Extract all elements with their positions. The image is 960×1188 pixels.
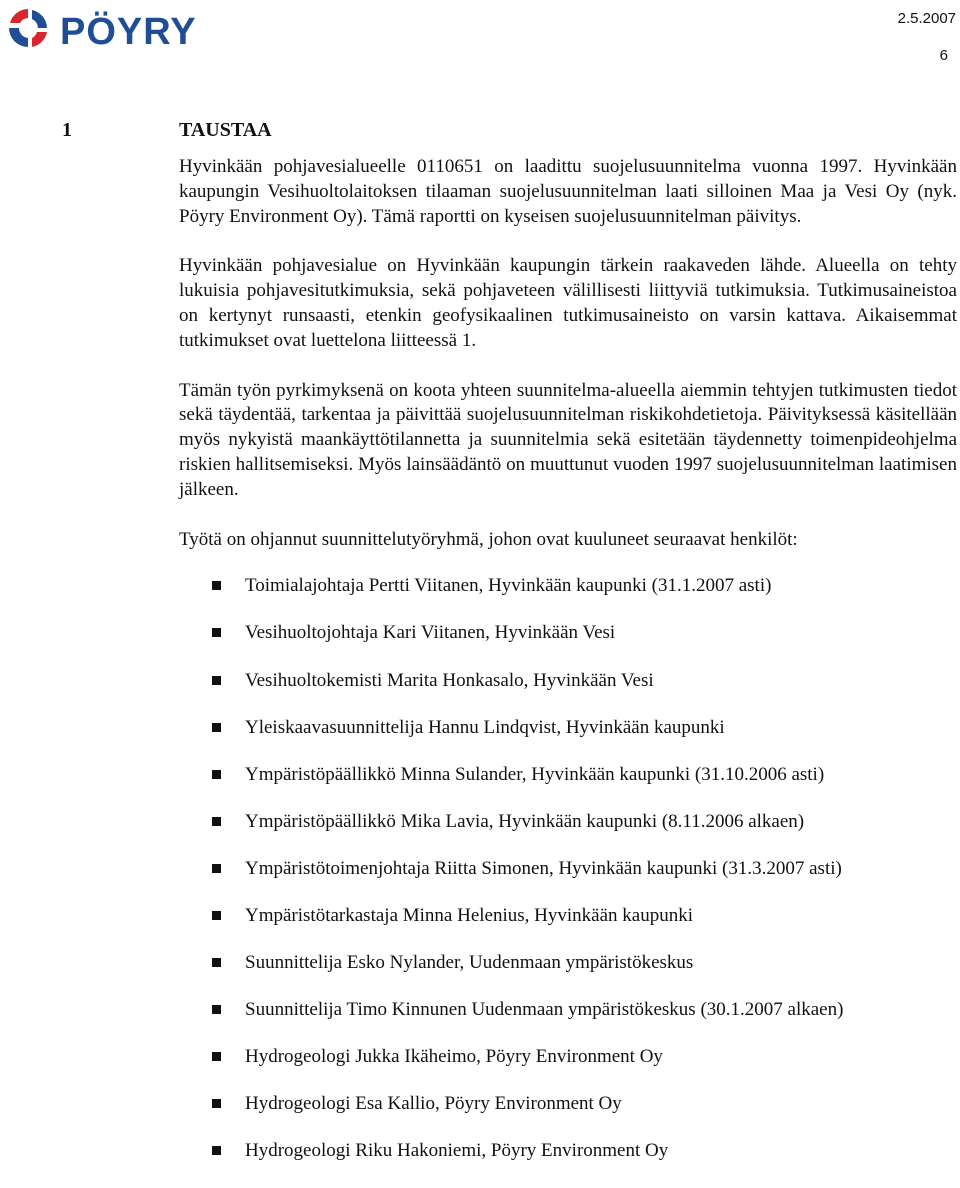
square-bullet-icon xyxy=(212,958,221,967)
list-item-text: Suunnittelija Timo Kinnunen Uudenmaan ympäristökeskus (30.1.2007 alkaen) xyxy=(245,999,844,1021)
square-bullet-icon xyxy=(212,1052,221,1061)
list-item-text: Vesihuoltokemisti Marita Honkasalo, Hyvinkään Vesi xyxy=(245,669,654,691)
page-number: 6 xyxy=(939,47,948,64)
paragraph: Hyvinkään pohjavesialue on Hyvinkään kaupungin tärkein raakaveden lähde. Alueella on tehty lukuisia pohjavesitutkimuksia, sekä pohjaveteen välillisesti liittyviä tutkimuksia. Tutkimusaineistoa on kertynyt runsaasti, etenkin geofysikaalinen tutkimusaineisto on varsin kattava. Aikaisemmat tutkimukset ovat luettelona liitteessä 1. xyxy=(179,255,957,351)
square-bullet-icon xyxy=(212,864,221,873)
list-item xyxy=(0,998,957,1022)
square-bullet-icon xyxy=(212,817,221,826)
list-item xyxy=(0,716,957,740)
list-item xyxy=(0,1139,957,1163)
poyry-logo xyxy=(6,6,242,52)
square-bullet-icon xyxy=(212,581,221,590)
list-item-text: Ympäristöpäällikkö Minna Sulander, Hyvinkään kaupunki (31.10.2006 asti) xyxy=(245,763,825,785)
section-title: TAUSTAA xyxy=(179,119,272,141)
list-item-text: Hydrogeologi Jukka Ikäheimo, Pöyry Environment Oy xyxy=(245,1046,663,1068)
square-bullet-icon xyxy=(212,1146,221,1155)
list-item-text: Yleiskaavasuunnittelija Hannu Lindqvist, Hyvinkään kaupunki xyxy=(245,716,725,738)
square-bullet-icon xyxy=(212,1005,221,1014)
paragraph: Työtä on ohjannut suunnittelutyöryhmä, johon ovat kuuluneet seuraavat henkilöt: xyxy=(179,528,798,550)
body-content xyxy=(179,155,957,1187)
list-item xyxy=(0,857,957,881)
paragraph: Hyvinkään pohjavesialueelle 0110651 on laadittu suojelusuunnitelma vuonna 1997. Hyvinkään kaupungin Vesihuoltolaitoksen tilaaman suojelusuunnitelman laati silloinen Maa ja Vesi Oy (nyk. Pöyry Environment Oy). Tämä raportti on kyseisen suojelusuunnitelman päivitys. xyxy=(179,156,957,227)
list-item-text: Suunnittelija Esko Nylander, Uudenmaan ympäristökeskus xyxy=(245,952,694,974)
list-item xyxy=(0,763,957,787)
section-number: 1 xyxy=(62,119,72,141)
list-item-text: Hydrogeologi Esa Kallio, Pöyry Environment Oy xyxy=(245,1093,622,1115)
square-bullet-icon xyxy=(212,770,221,779)
square-bullet-icon xyxy=(212,1099,221,1108)
list-item xyxy=(0,904,957,928)
poyry-swirl-icon xyxy=(9,9,47,47)
square-bullet-icon xyxy=(212,628,221,637)
list-item xyxy=(0,574,957,598)
document-date: 2.5.2007 xyxy=(897,10,956,27)
list-item xyxy=(0,669,957,693)
square-bullet-icon xyxy=(212,911,221,920)
list-item-text: Vesihuoltojohtaja Kari Viitanen, Hyvinkään Vesi xyxy=(245,622,616,644)
square-bullet-icon xyxy=(212,676,221,685)
list-item xyxy=(0,621,957,645)
square-bullet-icon xyxy=(212,723,221,732)
list-item xyxy=(0,810,957,834)
paragraph: Tämän työn pyrkimyksenä on koota yhteen suunnitelma-alueella aiemmin tehtyjen tutkimusten tiedot sekä täydentää, tarkentaa ja päivittää suojelusuunnitelman riskikohdetietoja. Päivityksessä käsitellään myös nykyistä maankäyttötilannetta ja suunnitelmia sekä esitetään täydennetty toimenpideohjelma riskien hallitsemiseksi. Myös lainsäädäntö on muuttunut vuoden 1997 suojelusuunnitelman laatimisen jälkeen. xyxy=(179,379,957,500)
poyry-logo-mark xyxy=(6,6,242,52)
member-list xyxy=(179,574,957,1163)
list-item-text: Ympäristöpäällikkö Mika Lavia, Hyvinkään kaupunki (8.11.2006 alkaen) xyxy=(245,810,805,832)
logo-wordmark: PÖYRY xyxy=(60,11,197,52)
list-item xyxy=(0,951,957,975)
list-item-text: Ympäristötoimenjohtaja Riitta Simonen, Hyvinkään kaupunki (31.3.2007 asti) xyxy=(245,857,842,879)
list-item-text: Hydrogeologi Riku Hakoniemi, Pöyry Environment Oy xyxy=(245,1140,669,1162)
list-item-text: Ympäristötarkastaja Minna Helenius, Hyvinkään kaupunki xyxy=(245,905,693,927)
list-item xyxy=(0,1092,957,1116)
list-item-text: Toimialajohtaja Pertti Viitanen, Hyvinkään kaupunki (31.1.2007 asti) xyxy=(245,575,772,597)
list-item xyxy=(0,1045,957,1069)
